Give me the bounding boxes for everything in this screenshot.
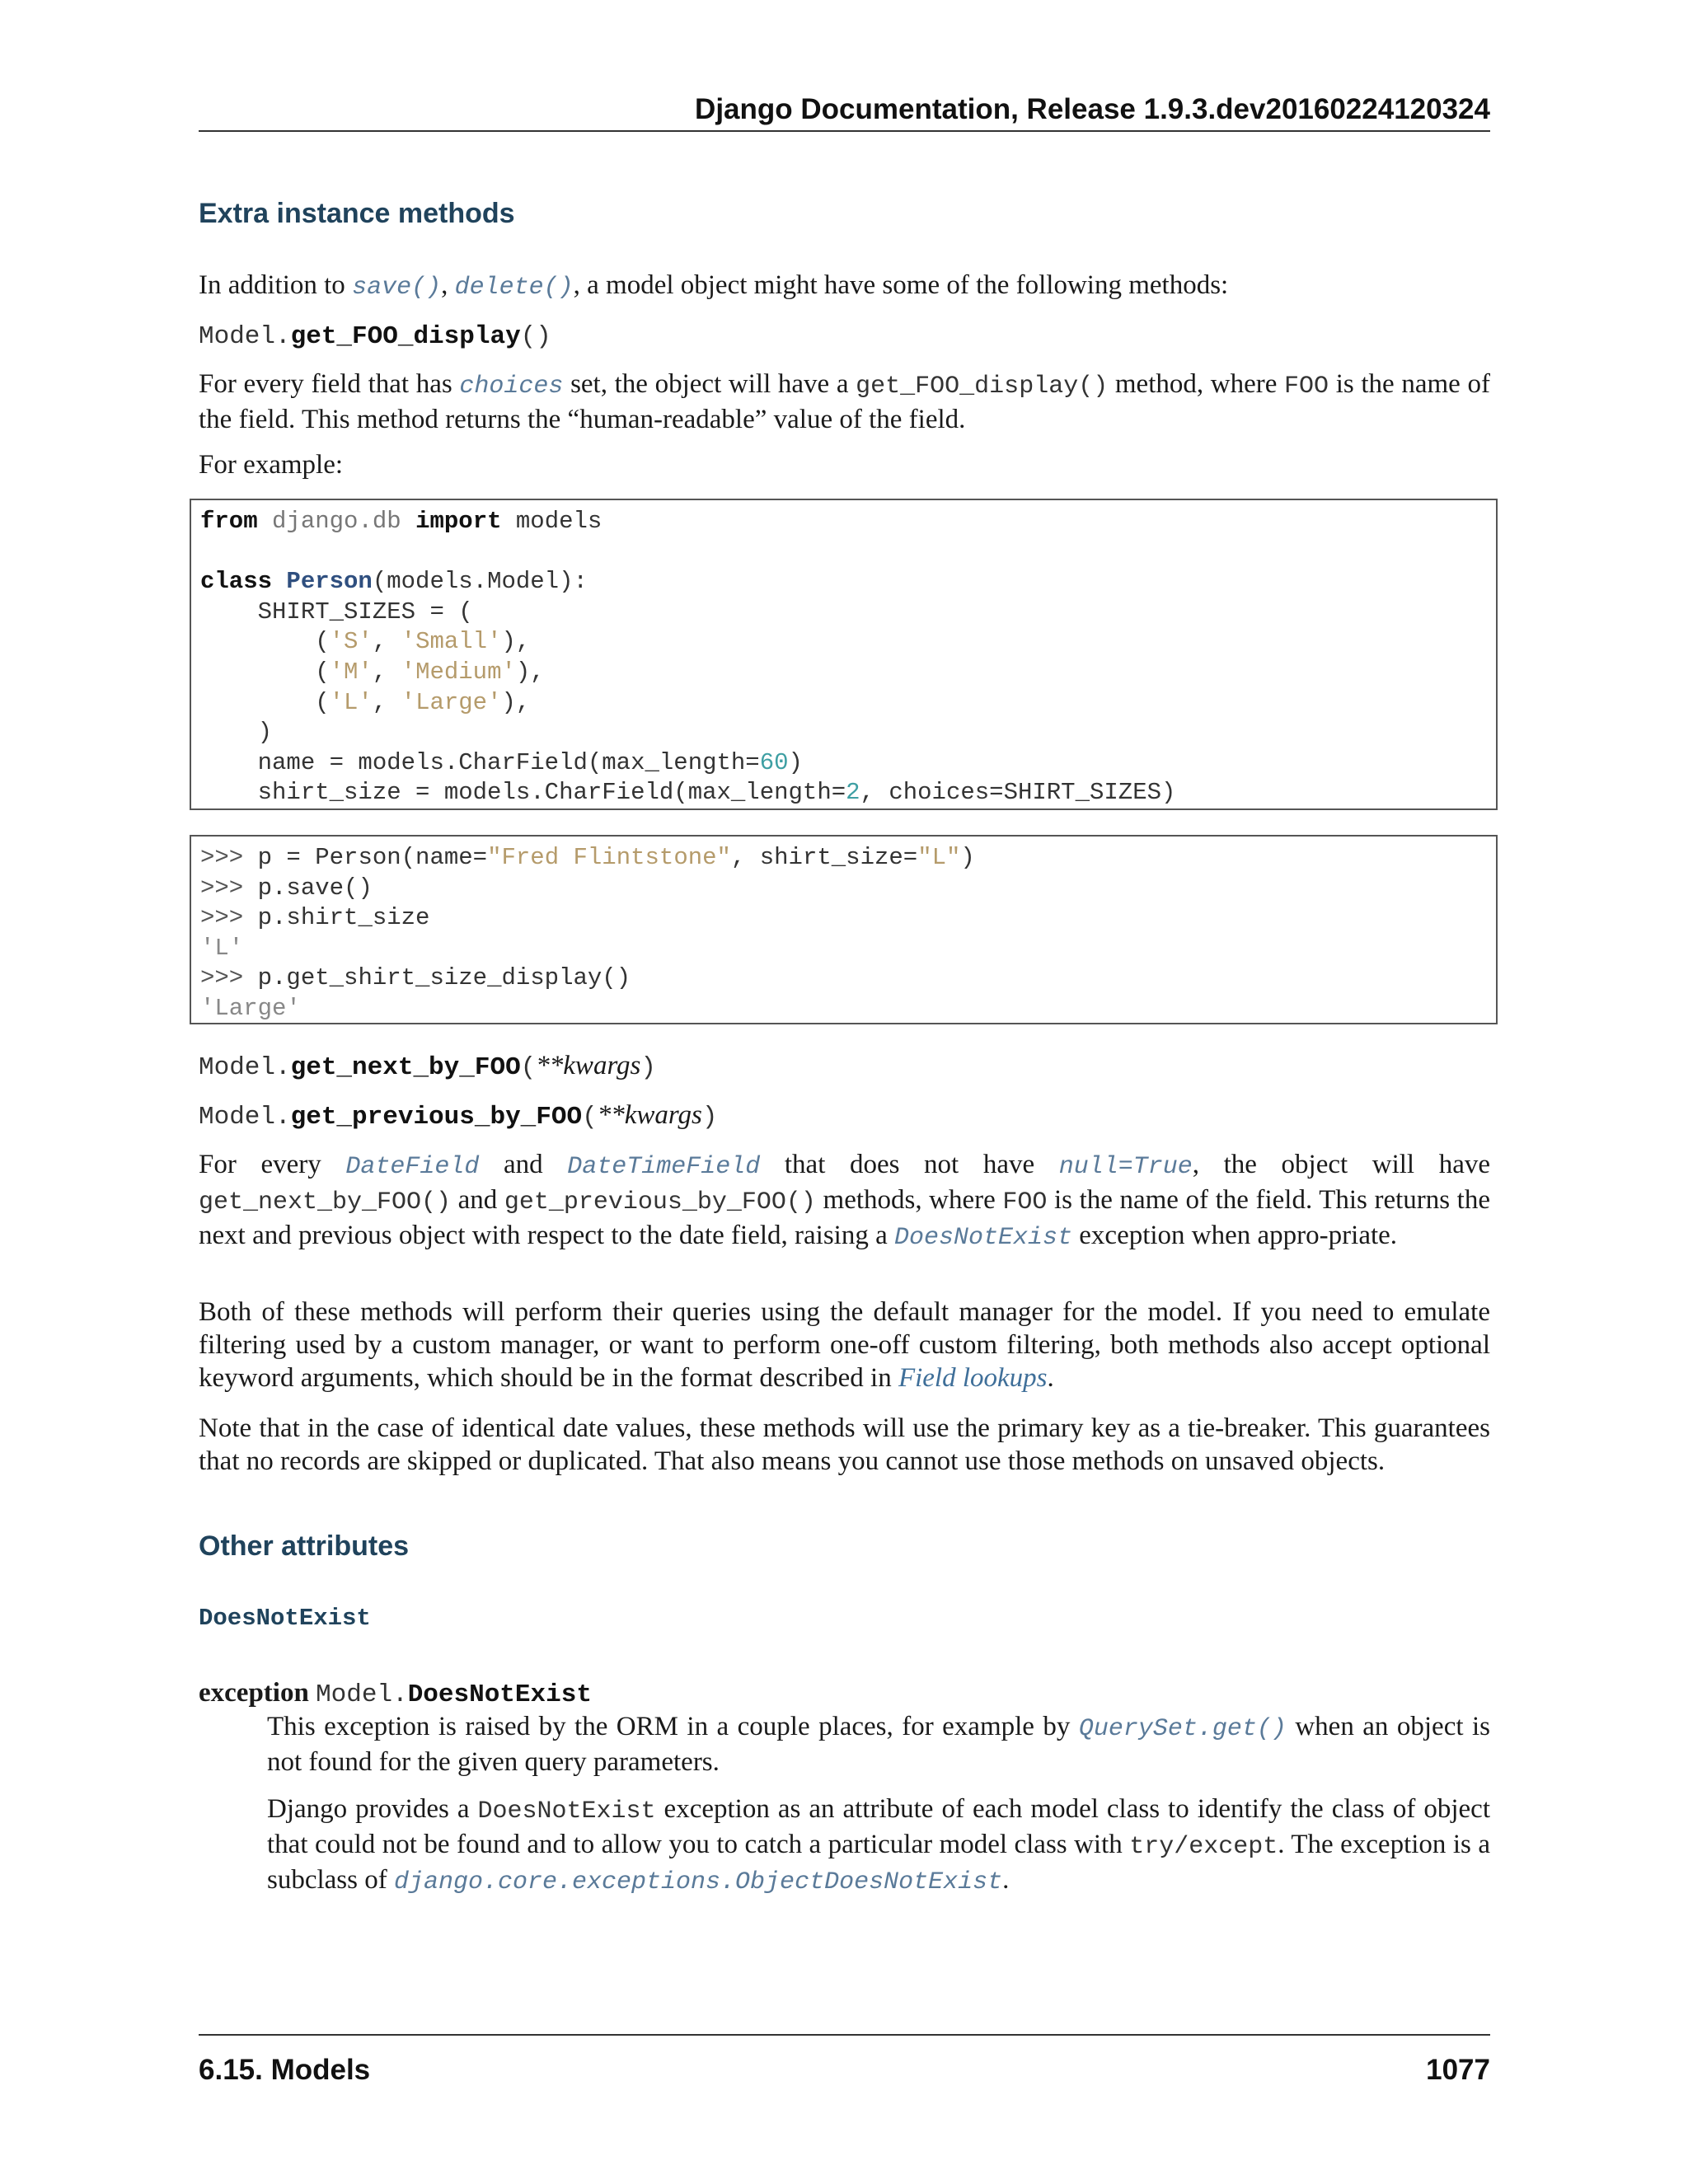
- code-output-line: 'Large': [200, 994, 301, 1022]
- signature-get-foo-display: Model.get_FOO_display(): [199, 322, 551, 351]
- queryset-get-link[interactable]: QuerySet.get(): [1078, 1715, 1287, 1743]
- code-line: ('S', 'Small'),: [200, 628, 531, 656]
- doesnotexist-paragraph-1: This exception is raised by the ORM in a couple places, for example by QuerySet.get() when an object is not found for the given query parameters.: [267, 1712, 1490, 1777]
- code-line: shirt_size = models.CharField(max_length=2, choices=SHIRT_SIZES): [200, 779, 1176, 807]
- code-line: >>> p.get_shirt_size_display(): [200, 964, 631, 992]
- for-example-text: For example:: [199, 450, 344, 480]
- code-line: ): [200, 719, 273, 747]
- doesnotexist-link[interactable]: DoesNotExist: [893, 1224, 1073, 1252]
- subheading-doesnotexist: DoesNotExist: [199, 1605, 371, 1632]
- code-line: >>> p.shirt_size: [200, 904, 430, 932]
- code-line: >>> p = Person(name="Fred Flintstone", shirt_size="L"): [200, 844, 975, 871]
- save-link[interactable]: save(): [352, 274, 442, 302]
- both-methods-paragraph: Both of these methods will perform their queries using the default manager for the model. If you need to emulate filtering used by a custom manager, or want to perform one-off custom filtering, both methods also accept optional keyword arguments, which should be in the format described in Field lookups.: [199, 1297, 1490, 1393]
- objectdoesnotexist-link[interactable]: django.core.exceptions.ObjectDoesNotExist: [393, 1868, 1003, 1896]
- signature-doesnotexist: exception Model.DoesNotExist: [199, 1678, 592, 1709]
- header-title: Django Documentation, Release 1.9.3.dev20160224120324: [695, 93, 1490, 125]
- choices-link[interactable]: choices: [459, 373, 564, 401]
- code-output-line: 'L': [200, 934, 244, 962]
- field-lookups-link[interactable]: Field lookups: [898, 1363, 1048, 1393]
- code-line: ('M', 'Medium'),: [200, 658, 545, 686]
- display-paragraph: For every field that has choices set, the object will have a get_FOO_display() method, where FOO is the name of the field. This method returns the “human-readable” value of the field.: [199, 369, 1490, 434]
- note-paragraph: Note that in the case of identical date values, these methods will use the primary key as a tie-breaker. This guarantees that no records are skipped or duplicated. That also means you cannot use those methods on unsaved objects.: [199, 1413, 1490, 1476]
- code-block-interactive-session: [190, 835, 1498, 1024]
- running-footer: [199, 2034, 1490, 2088]
- code-line: SHIRT_SIZES = (: [200, 598, 473, 626]
- section-heading-extra-instance-methods: Extra instance methods: [199, 198, 515, 229]
- footer-section: 6.15. Models: [199, 2054, 371, 2086]
- section-heading-other-attributes: Other attributes: [199, 1530, 410, 1562]
- code-line: class Person(models.Model):: [200, 568, 588, 596]
- code-line: name = models.CharField(max_length=60): [200, 748, 803, 776]
- code-line: from django.db import models: [200, 508, 603, 535]
- code-line: >>> p.save(): [200, 874, 373, 902]
- page-number: 1077: [1426, 2054, 1490, 2086]
- signature-get-next-by-foo: Model.get_next_by_FOO(**kwargs): [199, 1051, 657, 1082]
- code-line-blank: [200, 537, 1488, 568]
- datefield-link[interactable]: DateField: [345, 1153, 480, 1181]
- running-header: [199, 89, 1490, 132]
- intro-paragraph: In addition to save(), delete(), a model object might have some of the following methods:: [199, 270, 1229, 302]
- doesnotexist-paragraph-2: Django provides a DoesNotExist exception as an attribute of each model class to identify the class of object that could not be found and to allow you to catch a particular model class with try/except. The exception is a subclass of django.core.exceptions.ObjectDoesNotExist.: [267, 1794, 1490, 1896]
- next-previous-paragraph: For every DateField and DateTimeField that does not have null=True, the object will have get_next_by_FOO() and get_previous_by_FOO() methods, where FOO is the name of the field. This returns the next and previous object with respect to the date field, raising a DoesNotExist exception when appro-priate.: [199, 1150, 1491, 1252]
- code-block-model-definition: [190, 499, 1498, 810]
- signature-get-previous-by-foo: Model.get_previous_by_FOO(**kwargs): [199, 1100, 718, 1132]
- delete-link[interactable]: delete(): [454, 274, 574, 302]
- datetimefield-link[interactable]: DateTimeField: [567, 1153, 761, 1181]
- null-true-link[interactable]: null=True: [1058, 1153, 1193, 1181]
- code-line: ('L', 'Large'),: [200, 688, 531, 716]
